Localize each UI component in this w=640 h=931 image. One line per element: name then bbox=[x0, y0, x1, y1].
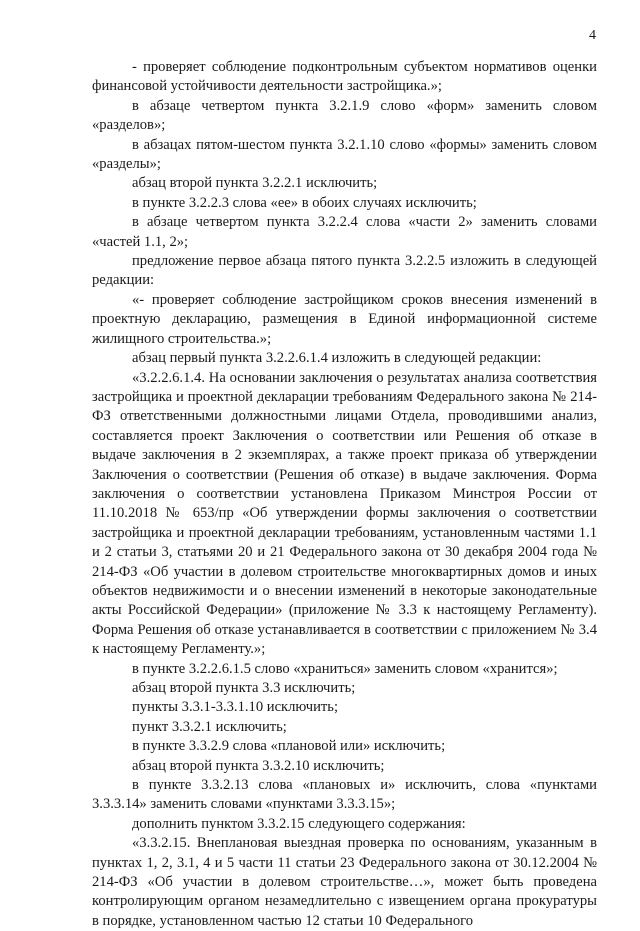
paragraph: пункт 3.3.2.1 исключить; bbox=[132, 718, 287, 735]
paragraph: абзац первый пункта 3.2.2.6.1.4 изложить в следующей редакции: bbox=[132, 350, 542, 367]
paragraph: «- проверяет соблюдение застройщиком сроков внесения изменений в проектную декларацию, размещения в Единой информационной системе жилищного строительства.»; bbox=[92, 291, 597, 347]
paragraph: абзац второй пункта 3.3.2.10 исключить; bbox=[132, 757, 385, 774]
paragraph: в пункте 3.2.2.6.1.5 слово «храниться» заменить словом «хранится»; bbox=[132, 660, 558, 677]
paragraph: предложение первое абзаца пятого пункта 3.2.2.5 изложить в следующей редакции: bbox=[92, 253, 597, 289]
paragraph: в абзаце четвертом пункта 3.2.1.9 слово «форм» заменить словом «разделов»; bbox=[92, 97, 597, 134]
paragraph: в пункте 3.2.2.3 слова «ее» в обоих случаях исключить; bbox=[132, 194, 477, 211]
paragraph: «3.3.2.15. Внеплановая выездная проверка по основаниям, указанным в пунктах 1, 2, 3.1, 4 и 5 части 11 статьи 23 Федерального закона от 30.12.2004 № 214-ФЗ «Об участии в долевом строительстве…», может быть проведена контролирующим органом незамедлительно с извещением органа прокуратуры в порядке, установленном частью 12 статьи 10 Федерального bbox=[92, 835, 597, 929]
paragraph: абзац второй пункта 3.2.2.1 исключить; bbox=[132, 175, 378, 192]
paragraph: «3.2.2.6.1.4. На основании заключения о результатах анализа соответствия застройщика и проектной декларации требованиям Федерального закона № 214-ФЗ ответственными должностными лицами Отдела, проводившими анализ, составляется проект Заключения о соответствии или Решения об отказе в выдаче заключения в 2 экземплярах, а также проект приказа об утверждении Заключения о соответствии (Решения об отказе) в выдаче заключения. Форма заключения о соответствии установлена Приказом Минстроя России от 11.10.2018 № 653/пр «Об утверждении формы заключения о соответствии застройщика и проектной декларации требованиям, установленным частями 1.1 и 2 статьи 3, статьями 20 и 21 Федерального закона от 30 декабря 2004 года № 214-ФЗ «Об участии в долевом строительстве многоквартирных домов и иных объектов недвижимости и о внесении изменений в некоторые законодательные акты Российской Федерации» (приложение № 3.3 к настоящему Регламенту). Форма Решения об отказе устанавливается в соответствии с приложением № 3.4 к настоящему Регламенту.»; bbox=[92, 369, 597, 658]
paragraph: в пункте 3.3.2.9 слова «плановой или» исключить; bbox=[132, 738, 446, 755]
page-number: 4 bbox=[589, 28, 596, 43]
paragraph: в абзаце четвертом пункта 3.2.2.4 слова «части 2» заменить словами «частей 1.1, 2»; bbox=[92, 214, 597, 250]
paragraph: абзац второй пункта 3.3 исключить; bbox=[132, 680, 356, 696]
paragraph: - проверяет соблюдение подконтрольным субъектом нормативов оценки финансовой устойчивости деятельности застройщика.»; bbox=[92, 59, 597, 95]
paragraph: дополнить пунктом 3.3.2.15 следующего содержания: bbox=[132, 815, 466, 832]
paragraph: в пункте 3.3.2.13 слова «плановых и» исключить, слова «пунктами 3.3.3.14» заменить словами «пунктами 3.3.3.15»; bbox=[92, 777, 597, 813]
paragraph: в абзацах пятом-шестом пункта 3.2.1.10 слово «формы» заменить словом «разделы»; bbox=[92, 136, 597, 173]
document-body bbox=[92, 58, 597, 931]
paragraph: пункты 3.3.1-3.3.1.10 исключить; bbox=[132, 699, 339, 716]
